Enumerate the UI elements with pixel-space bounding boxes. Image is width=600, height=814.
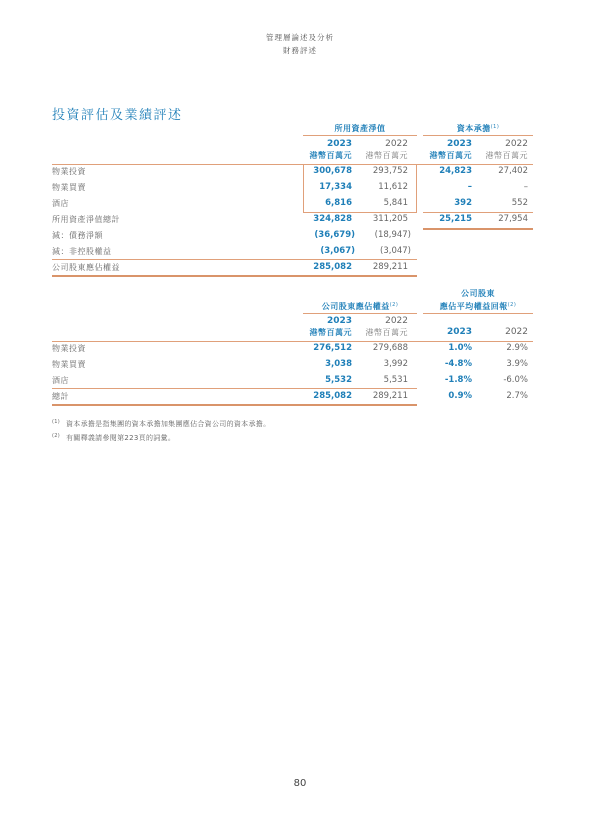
cell-value: 324,828 bbox=[313, 214, 352, 224]
row-label: 減：非控股權益 bbox=[52, 247, 112, 256]
cell-value: 392 bbox=[454, 198, 472, 208]
cell-value: -1.8% bbox=[444, 375, 472, 385]
row-label: 減：債務淨額 bbox=[52, 231, 103, 240]
cell-value: -6.0% bbox=[503, 375, 528, 385]
cell-value: – bbox=[523, 182, 528, 192]
col-year-2022: 2022 bbox=[385, 316, 408, 326]
cell-value: – bbox=[467, 182, 472, 192]
row-label: 物業買賣 bbox=[52, 183, 86, 192]
group-rule bbox=[303, 313, 417, 314]
page-number: 80 bbox=[293, 778, 307, 789]
cell-value: (18,947) bbox=[374, 230, 411, 240]
row-label: 總計 bbox=[52, 392, 69, 401]
running-header-section: 管理層論述及分析 bbox=[266, 33, 334, 42]
col-year-2023: 2023 bbox=[446, 327, 472, 337]
col-currency: 港幣百萬元 bbox=[309, 328, 352, 337]
col-currency: 港幣百萬元 bbox=[365, 328, 408, 337]
row-label: 公司股東應佔權益 bbox=[52, 263, 120, 272]
cell-value: 27,402 bbox=[498, 166, 528, 176]
cell-value: 2.7% bbox=[506, 391, 528, 401]
cell-value: 285,082 bbox=[313, 391, 352, 401]
cell-value: 5,841 bbox=[383, 198, 408, 208]
cell-value: 1.0% bbox=[448, 343, 472, 353]
cell-value: 289,211 bbox=[372, 262, 408, 272]
group-rule bbox=[423, 135, 533, 136]
col-year-2023: 2023 bbox=[326, 316, 352, 326]
total-rule bbox=[52, 275, 417, 277]
equity-group-header: 公司股東應佔權益$^{(2)}$ bbox=[321, 302, 399, 311]
cell-value: 300,678 bbox=[313, 166, 352, 176]
return-group-header-line2: 應佔平均權益回報$^{(2)}$ bbox=[439, 302, 517, 311]
cell-value: -4.8% bbox=[444, 359, 472, 369]
row-label: 物業投資 bbox=[52, 344, 86, 353]
table-top-rule bbox=[52, 164, 533, 165]
cell-value: (3,047) bbox=[380, 246, 411, 256]
cell-value: 24,823 bbox=[439, 166, 472, 176]
cell-value: 3,992 bbox=[383, 359, 408, 369]
cell-value: 276,512 bbox=[313, 343, 352, 353]
col-year-2023: 2023 bbox=[446, 139, 472, 149]
total-rule bbox=[423, 228, 533, 230]
col-year-2022: 2022 bbox=[385, 139, 408, 149]
cell-value: 285,082 bbox=[313, 262, 352, 272]
row-label: 所用資產淨值總計 bbox=[52, 215, 120, 224]
row-label: 酒店 bbox=[52, 376, 69, 385]
cell-value: 3,038 bbox=[325, 359, 352, 369]
col-currency: 港幣百萬元 bbox=[485, 151, 528, 160]
col-currency: 港幣百萬元 bbox=[309, 151, 352, 160]
footnote-2: $^{(2)}$ 有關釋義請參閱第223頁的詞彙。 bbox=[52, 433, 176, 442]
cell-value: 279,688 bbox=[372, 343, 408, 353]
cell-value: 27,954 bbox=[498, 214, 528, 224]
row-label: 酒店 bbox=[52, 199, 69, 208]
capital-commitments-group-header: 資本承擔$^{(1)}$ bbox=[456, 124, 500, 133]
col-currency: 港幣百萬元 bbox=[365, 151, 408, 160]
cell-value: 0.9% bbox=[448, 391, 472, 401]
cell-value: 552 bbox=[511, 198, 528, 208]
col-year-2023: 2023 bbox=[326, 139, 352, 149]
subtotal-rule bbox=[52, 259, 417, 260]
cell-value: (36,679) bbox=[314, 230, 355, 240]
footnote-1: $^{(1)}$ 資本承擔是指集團的資本承擔加集團應佔合資公司的資本承擔。 bbox=[52, 419, 271, 428]
cell-value: 3.9% bbox=[506, 359, 528, 369]
net-assets-group-header: 所用資產淨值 bbox=[334, 124, 386, 133]
cell-value: 6,816 bbox=[325, 198, 352, 208]
cell-value: 293,752 bbox=[372, 166, 408, 176]
subtotal-rule bbox=[423, 212, 533, 213]
col-year-2022: 2022 bbox=[505, 327, 528, 337]
running-header-subsection: 財務評述 bbox=[283, 46, 317, 55]
group-rule bbox=[423, 313, 533, 314]
group-rule bbox=[303, 135, 417, 136]
row-label: 物業買賣 bbox=[52, 360, 86, 369]
subtotal-rule bbox=[52, 388, 417, 389]
cell-value: 289,211 bbox=[372, 391, 408, 401]
cell-value: 25,215 bbox=[439, 214, 472, 224]
cell-value: 11,612 bbox=[378, 182, 408, 192]
cell-value: 311,205 bbox=[372, 214, 408, 224]
cell-value: 5,531 bbox=[383, 375, 408, 385]
cell-value: (3,067) bbox=[320, 246, 355, 256]
return-group-header-line1: 公司股東 bbox=[461, 289, 495, 298]
col-currency: 港幣百萬元 bbox=[429, 151, 472, 160]
cell-value: 5,532 bbox=[325, 375, 352, 385]
page-title: 投資評估及業績評述 bbox=[52, 108, 183, 123]
row-label: 物業投資 bbox=[52, 167, 86, 176]
total-rule bbox=[52, 404, 417, 406]
cell-value: 17,334 bbox=[319, 182, 352, 192]
cell-value: 2.9% bbox=[506, 343, 528, 353]
col-year-2022: 2022 bbox=[505, 139, 528, 149]
table-top-rule bbox=[52, 341, 533, 342]
